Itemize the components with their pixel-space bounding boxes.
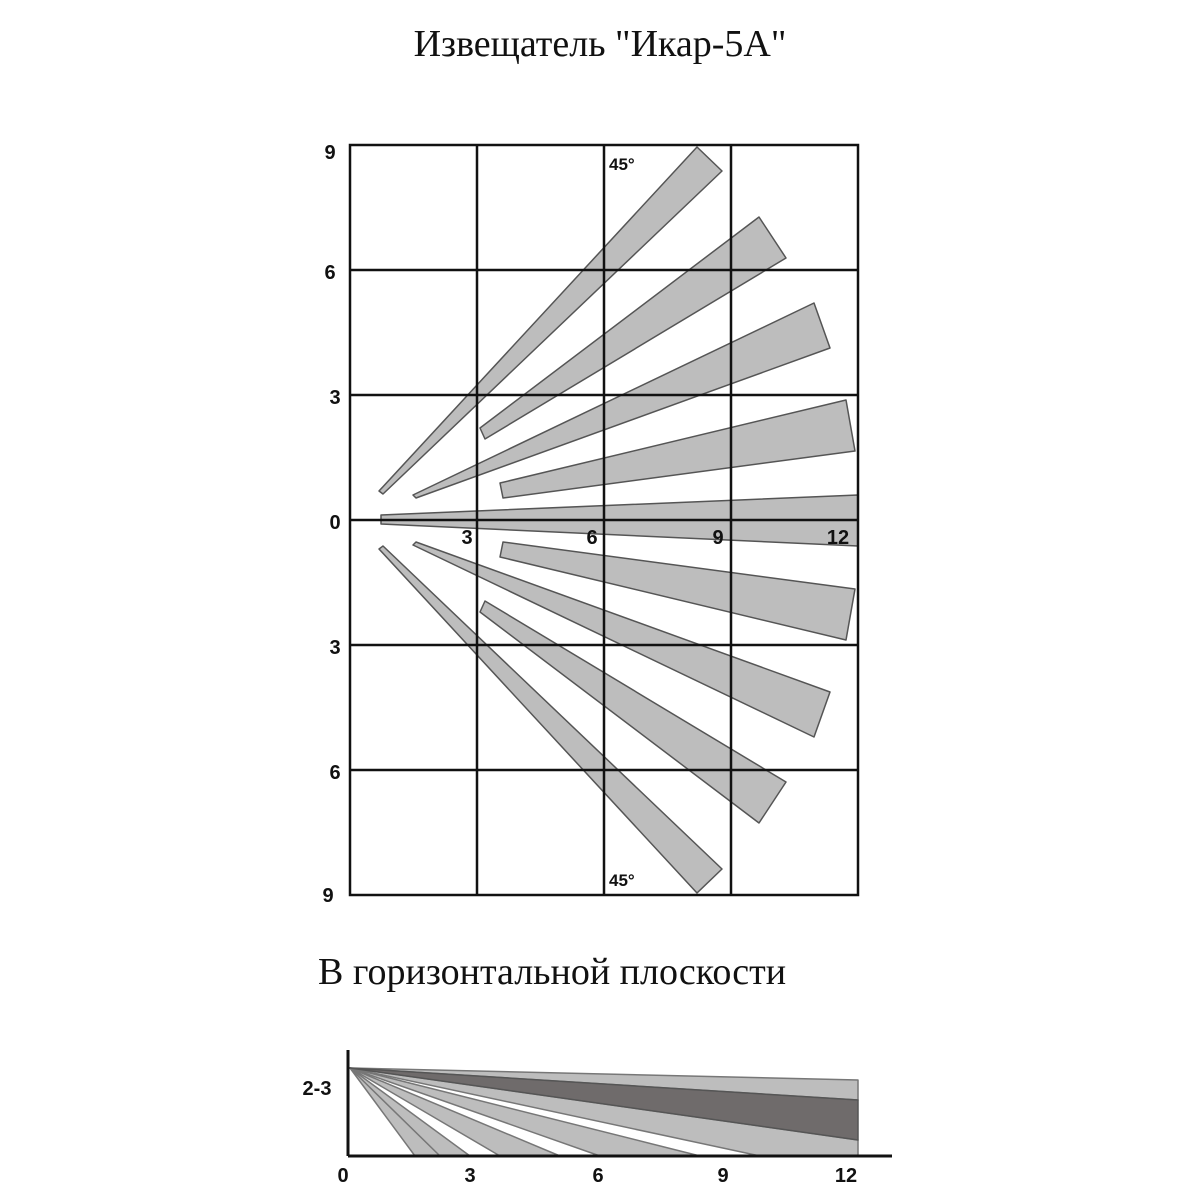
- y-tick-6-top: 6: [324, 262, 336, 284]
- side-x-tick-12: 12: [834, 1165, 858, 1187]
- diagram-title: Извещатель "Икар-5А": [413, 23, 787, 65]
- side-view-zones: [350, 1068, 858, 1156]
- y-tick-6-bottom: 6: [329, 762, 341, 784]
- y-tick-3-bottom: 3: [329, 637, 341, 659]
- side-x-tick-6: 6: [592, 1165, 604, 1187]
- x-tick-9: 9: [712, 527, 724, 549]
- y-tick-9-top: 9: [324, 142, 336, 164]
- side-x-tick-9: 9: [717, 1165, 729, 1187]
- y-tick-3-top: 3: [329, 387, 341, 409]
- x-tick-6: 6: [586, 527, 598, 549]
- side-x-tick-0: 0: [337, 1165, 349, 1187]
- side-x-tick-3: 3: [464, 1165, 476, 1187]
- x-tick-12: 12: [826, 527, 850, 549]
- angle-label-top: 45°: [609, 155, 635, 174]
- y-tick-9-bottom: 9: [322, 885, 334, 907]
- x-tick-3: 3: [461, 527, 473, 549]
- angle-label-bottom: 45°: [609, 871, 635, 890]
- plane-caption: В горизонтальной плоскости: [318, 951, 787, 993]
- side-y-label: 2-3: [302, 1078, 332, 1100]
- y-tick-0: 0: [329, 512, 341, 534]
